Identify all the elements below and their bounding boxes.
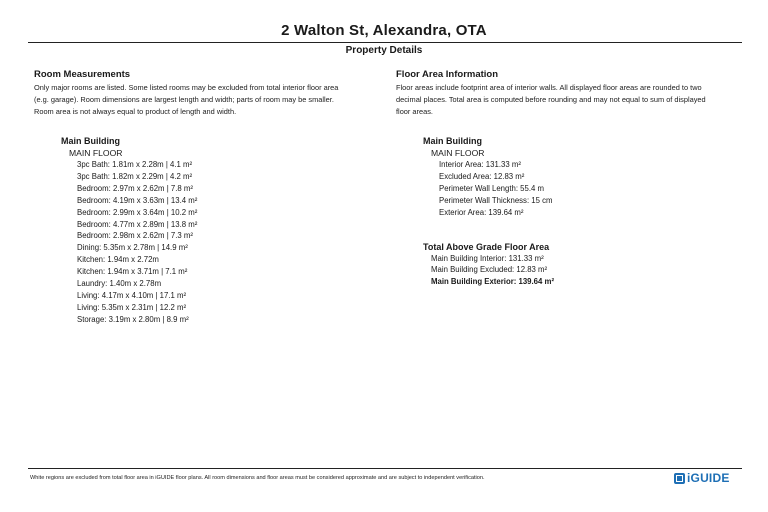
floor-title: MAIN FLOOR xyxy=(431,148,485,158)
room-row: 3pc Bath: 1.81m x 2.28m | 4.1 m² xyxy=(77,160,193,169)
building-title: Main Building xyxy=(423,136,482,146)
room-row: Kitchen: 1.94m x 2.72m xyxy=(77,255,159,265)
floor-title: MAIN FLOOR xyxy=(69,148,123,158)
floor-area-row: Perimeter Wall Length: 55.4 m xyxy=(439,183,545,193)
iguide-logo-text: iGUIDE xyxy=(687,471,730,485)
room-row: Bedroom: 2.98m x 2.62m | 7.3 m² xyxy=(77,231,193,241)
floor-area-row: Interior Area: 131.33 m² xyxy=(439,160,521,169)
room-measurements-title: Room Measurements xyxy=(34,69,131,80)
header-divider xyxy=(28,42,742,43)
page-title: 2 Walton St, Alexandra, OTA xyxy=(281,22,487,39)
total-area-row: Main Building Excluded: 12.83 m² xyxy=(431,265,548,275)
note-line: Only major rooms are listed. Some listed rooms may be excluded from total interior floor area xyxy=(34,83,339,92)
floor-area-list xyxy=(439,159,746,219)
room-row: Dining: 5.35m x 2.78m | 14.9 m² xyxy=(77,243,188,253)
total-area-title: Total Above Grade Floor Area xyxy=(423,241,550,252)
iguide-logo xyxy=(674,471,730,485)
room-measurements-note xyxy=(34,82,374,118)
room-row: Laundry: 1.40m x 2.78m xyxy=(77,279,162,289)
room-row: Storage: 3.19m x 2.80m | 8.9 m² xyxy=(77,314,189,324)
room-row: Bedroom: 2.99m x 3.64m | 10.2 m² xyxy=(77,207,198,217)
room-list xyxy=(77,159,374,326)
room-row: Bedroom: 4.19m x 3.63m | 13.4 m² xyxy=(77,195,198,205)
iguide-logo-icon xyxy=(674,473,685,484)
note-line: (e.g. garage). Room dimensions are largest length and width; parts of room may be smaller. xyxy=(34,95,334,104)
footer-disclaimer: White regions are excluded from total floor area in iGUIDE floor plans. All room dimensions and floor areas must be considered approximate and are subject to independent verification. xyxy=(30,475,485,481)
footer-divider xyxy=(28,468,742,469)
building-title: Main Building xyxy=(61,136,120,146)
floor-area-title: Floor Area Information xyxy=(396,69,499,80)
note-line: Room area is not always equal to product of length and width. xyxy=(34,107,237,116)
room-row: Living: 4.17m x 4.10m | 17.1 m² xyxy=(77,290,187,300)
note-line: floor areas. xyxy=(396,107,433,116)
floor-area-section xyxy=(396,69,746,288)
floor-area-row: Excluded Area: 12.83 m² xyxy=(439,171,525,181)
floor-area-row: Perimeter Wall Thickness: 15 cm xyxy=(439,195,553,205)
room-row: 3pc Bath: 1.82m x 2.29m | 4.2 m² xyxy=(77,171,193,181)
room-row: Bedroom: 2.97m x 2.62m | 7.8 m² xyxy=(77,183,193,193)
total-area-row: Main Building Interior: 131.33 m² xyxy=(431,253,544,263)
total-area-list xyxy=(431,253,746,289)
floor-area-note xyxy=(396,82,746,118)
room-row: Living: 5.35m x 2.31m | 12.2 m² xyxy=(77,302,187,312)
total-area-row-exterior: Main Building Exterior: 139.64 m² xyxy=(431,277,555,287)
room-measurements-section xyxy=(34,69,374,326)
page-subtitle: Property Details xyxy=(345,45,423,56)
floor-area-row: Exterior Area: 139.64 m² xyxy=(439,207,524,217)
note-line: Floor areas include footprint area of interior walls. All displayed floor areas are rounded to two xyxy=(396,83,702,92)
room-row: Bedroom: 4.77m x 2.89m | 13.8 m² xyxy=(77,219,198,229)
room-row: Kitchen: 1.94m x 3.71m | 7.1 m² xyxy=(77,267,188,277)
note-line: decimal places. Total area is computed before rounding and may not equal to sum of displayed xyxy=(396,95,706,104)
